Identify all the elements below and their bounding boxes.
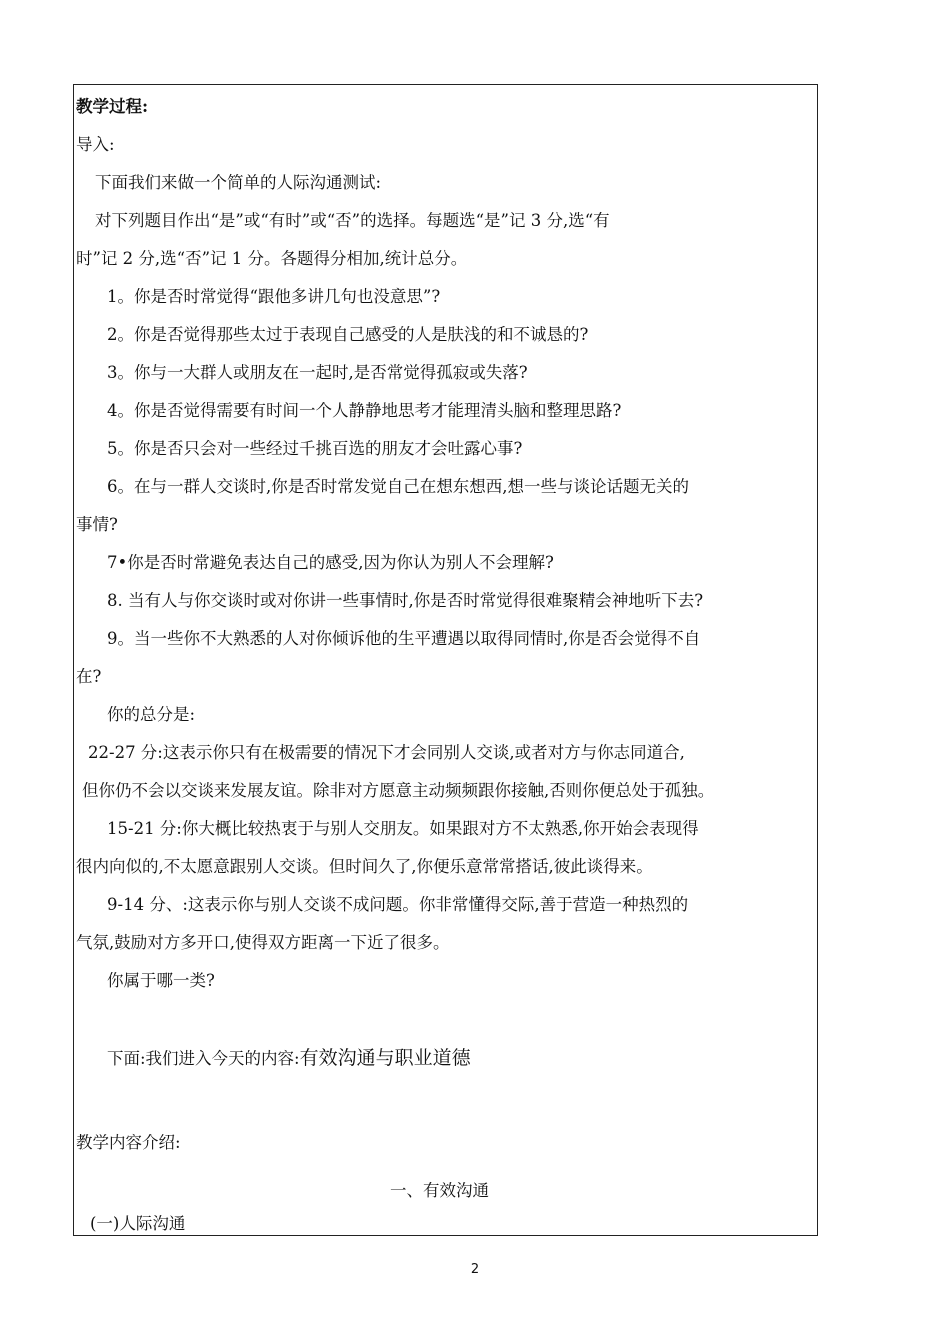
question-item: 3。你与一大群人或朋友在一起时,是否常觉得孤寂或失落? xyxy=(107,363,528,382)
paragraph-line: 下面我们来做一个简单的人际沟通测试: xyxy=(95,173,382,192)
score-range-text: 9-14 分、:这表示你与别人交谈不成问题。你非常懂得交际,善于营造一种热烈的 xyxy=(107,895,689,914)
score-range-text: 很内向似的,不太愿意跟别人交谈。但时间久了,你便乐意常常搭话,彼此谈得来。 xyxy=(76,857,653,876)
question-item: 4。你是否觉得需要有时间一个人静静地思考才能理清头脑和整理思路? xyxy=(107,401,622,420)
question-item: 9。当一些你不大熟悉的人对你倾诉他的生平遭遇以取得同情时,你是否会觉得不自 xyxy=(107,629,701,648)
question-item: 2。你是否觉得那些太过于表现自己感受的人是肤浅的和不诚恳的? xyxy=(107,325,589,344)
topic-title: 有效沟通与职业道德 xyxy=(299,1047,471,1069)
teaching-process-heading: 教学过程: xyxy=(76,97,149,116)
score-range-text: 但你仍不会以交谈来发展友谊。除非对方愿意主动频频跟你接触,否则你便总处于孤独。 xyxy=(82,781,715,800)
category-question: 你属于哪一类? xyxy=(107,971,215,990)
transition-line xyxy=(107,1047,471,1070)
content-intro-label: 教学内容介绍: xyxy=(76,1133,181,1152)
score-range-text: 15-21 分:你大概比较热衷于与别人交朋友。如果跟对方不太熟悉,你开始会表现得 xyxy=(107,819,699,838)
question-item: 7•你是否时常避免表达自己的感受,因为你认为别人不会理解? xyxy=(107,553,554,572)
question-item-continuation: 事情? xyxy=(76,515,118,534)
total-score-prompt: 你的总分是: xyxy=(107,705,196,724)
question-item: 5。你是否只会对一些经过千挑百选的朋友才会吐露心事? xyxy=(107,439,523,458)
question-item: 8. 当有人与你交谈时或对你讲一些事情时,你是否时常觉得很难聚精会神地听下去? xyxy=(107,591,704,610)
score-range-text: 22-27 分:这表示你只有在极需要的情况下才会同别人交谈,或者对方与你志同道合, xyxy=(88,743,685,762)
subsection-title: (一)人际沟通 xyxy=(90,1214,186,1233)
intro-label: 导入: xyxy=(76,135,115,154)
question-item: 1。你是否时常觉得“跟他多讲几句也没意思”? xyxy=(107,287,441,306)
question-item: 6。在与一群人交谈时,你是否时常发觉自己在想东想西,想一些与谈论话题无关的 xyxy=(107,477,689,496)
page-number: 2 xyxy=(470,1262,480,1277)
paragraph-line: 对下列题目作出“是”或“有时”或“否”的选择。每题选“是”记 3 分,选“有 xyxy=(95,211,610,230)
score-range-text: 气氛,鼓励对方多开口,使得双方距离一下近了很多。 xyxy=(76,933,450,952)
transition-text: 下面:我们进入今天的内容: xyxy=(107,1049,300,1068)
paragraph-line: 时”记 2 分,选“否”记 1 分。各题得分相加,统计总分。 xyxy=(76,249,468,268)
question-item-continuation: 在? xyxy=(76,667,102,686)
section-title: 一、有效沟通 xyxy=(390,1181,489,1200)
